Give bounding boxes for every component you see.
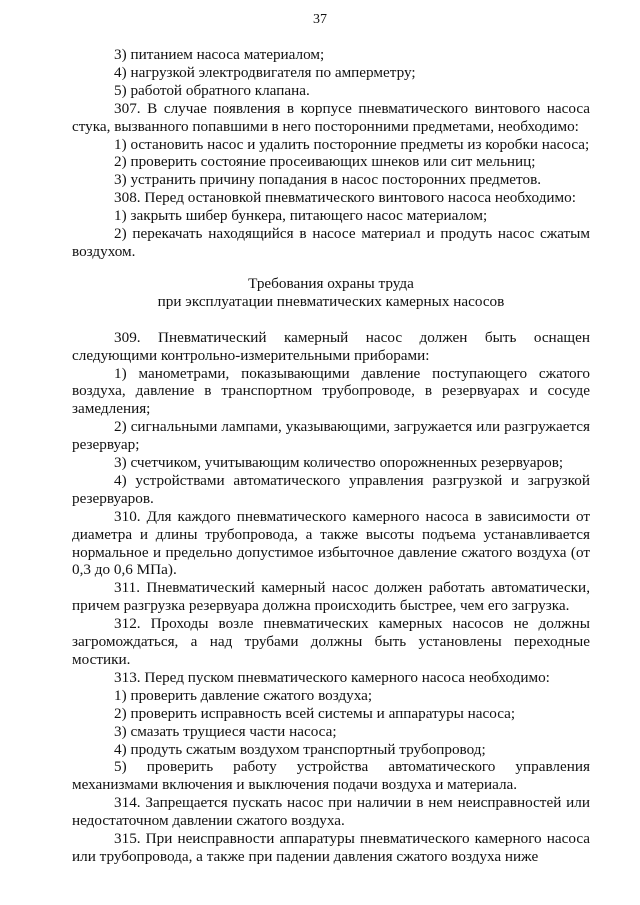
paragraph: 315. При неисправности аппаратуры пневматического камерного насоса или трубопровода, а также при падении давления сжатого воздуха ниже [72, 830, 590, 865]
paragraph: 4) нагрузкой электродвигателя по амперметру; [114, 63, 416, 81]
paragraph: 310. Для каждого пневматического камерного насоса в зависимости от диаметра и длины трубопровода, а также высоты подъема устанавливается нормальное и предельно допустимое избыточное давление сжатого воздуха (от 0,3 до 0,6 МПа). [72, 507, 590, 579]
paragraph: 2) проверить исправность всей системы и аппаратуры насоса; [114, 704, 516, 722]
document-body [72, 46, 590, 866]
paragraph: 4) продуть сжатым воздухом транспортный трубопровод; [114, 740, 486, 758]
paragraph: 2) перекачать находящийся в насосе материал и продуть насос сжатым воздухом. [72, 225, 590, 260]
paragraph: 1) закрыть шибер бункера, питающего насос материалом; [114, 207, 488, 225]
paragraph: 307. В случае появления в корпусе пневматического винтового насоса стука, вызванного попавшими в него посторонними предметами, необходимо: [72, 99, 590, 135]
paragraph: 1) проверить давление сжатого воздуха; [114, 686, 373, 704]
paragraph: 3) питанием насоса материалом; [114, 46, 325, 63]
paragraph: 2) сигнальными лампами, указывающими, загружается или разгружается резервуар; [72, 418, 590, 454]
paragraph: 313. Перед пуском пневматического камерного насоса необходимо: [114, 668, 550, 686]
section-heading-line: Требования охраны труда [248, 274, 414, 292]
paragraph: 308. Перед остановкой пневматического винтового насоса необходимо: [114, 189, 576, 207]
section-heading-line: при эксплуатации пневматических камерных насосов [157, 292, 505, 310]
paragraph: 314. Запрещается пускать насос при наличии в нем неисправностей или недостаточном давлении сжатого воздуха. [72, 794, 590, 830]
paragraph: 3) счетчиком, учитывающим количество опорожненных резервуаров; [114, 454, 564, 472]
paragraph: 3) устранить причину попадания в насос посторонних предметов. [114, 171, 542, 189]
paragraph: 311. Пневматический камерный насос должен работать автоматически, причем разгрузка резервуара должна происходить быстрее, чем его загрузка. [72, 579, 590, 615]
page-number: 37 [313, 12, 327, 27]
paragraph: 309. Пневматический камерный насос должен быть оснащен следующими контрольно-измерительными приборами: [72, 328, 590, 364]
paragraph: 2) проверить состояние просеивающих шнеков или сит мельниц; [114, 153, 536, 171]
paragraph: 3) смазать трущиеся части насоса; [114, 722, 337, 740]
paragraph: 312. Проходы возле пневматических камерных насосов не должны загромождаться, а над трубами должны быть установлены переходные мостики. [72, 615, 590, 668]
paragraph: 5) проверить работу устройства автоматического управления механизмами включения и выключения подачи воздуха и материала. [72, 758, 590, 794]
paragraph: 1) манометрами, показывающими давление поступающего сжатого воздуха, давление в транспортном трубопроводе, в резервуарах и сосуде замедления; [72, 364, 590, 418]
paragraph: 4) устройствами автоматического управления разгрузкой и загрузкой резервуаров. [72, 471, 590, 507]
paragraph: 1) остановить насос и удалить посторонние предметы из коробки насоса; [114, 135, 590, 153]
paragraph: 5) работой обратного клапана. [114, 81, 310, 99]
